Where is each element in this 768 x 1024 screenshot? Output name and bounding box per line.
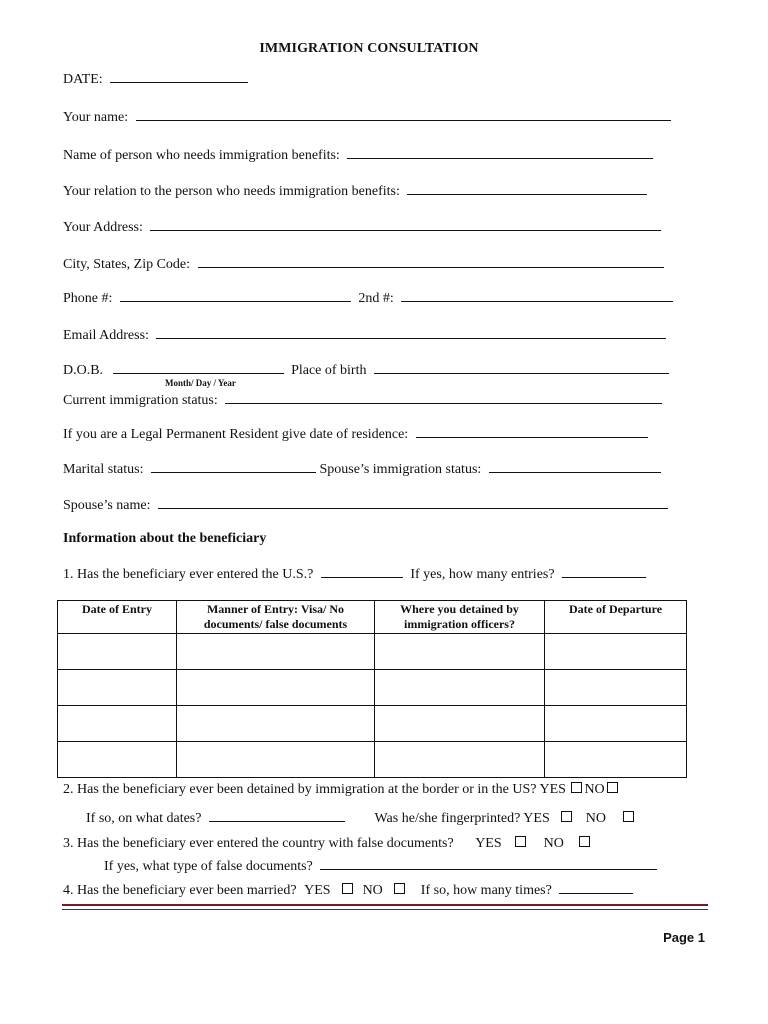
q2-dates-field[interactable] [209,809,345,822]
phone-field[interactable] [120,289,351,302]
spouse-status-label: Spouse’s immigration status: [319,462,482,477]
q3-type-label: If yes, what type of false documents? [104,859,313,874]
relation-row [63,182,647,200]
table-row [58,742,687,778]
beneficiary-name-label: Name of person who needs immigration benefits: [63,148,340,163]
your-name-field[interactable] [136,108,671,121]
spouse-name-row [63,496,668,514]
spouse-status-field[interactable] [489,460,661,473]
q4-no-checkbox[interactable] [394,883,405,894]
table-cell[interactable] [545,670,687,706]
q2-no-label: NO [584,782,605,797]
question-3 [63,836,592,852]
spouse-name-label: Spouse’s name: [63,498,151,513]
status-label: Current immigration status: [63,393,218,408]
q4-no-label: NO [362,883,383,898]
status-row [63,391,662,409]
q3-text: 3. Has the beneficiary ever entered the country with false documents? [63,836,454,851]
question-2 [63,782,620,798]
your-name-label: Your name: [63,110,129,125]
phone-row [63,289,673,307]
q1-text: 1. Has the beneficiary ever entered the U.S.? [63,567,314,582]
q2-fp-yes-checkbox[interactable] [561,811,572,822]
form-title: IMMIGRATION CONSULTATION [259,41,479,56]
q4-yes-checkbox[interactable] [342,883,353,894]
status-field[interactable] [225,391,662,404]
q4-text: 4. Has the beneficiary ever been married? [63,883,297,898]
footer-divider-thick [62,904,708,906]
table-cell[interactable] [545,742,687,778]
address-field[interactable] [150,218,661,231]
table-cell[interactable] [177,706,375,742]
question-4 [63,881,633,899]
beneficiary-name-field[interactable] [347,146,653,159]
table-cell[interactable] [375,670,545,706]
header-detained: Where you detained by immigration officers? [375,601,545,634]
table-row [58,706,687,742]
dob-field[interactable] [113,361,284,374]
pob-label: Place of birth [291,363,367,378]
marital-label: Marital status: [63,462,144,477]
relation-label: Your relation to the person who needs immigration benefits: [63,184,400,199]
q1-entries-field[interactable] [562,565,646,578]
table-cell[interactable] [375,634,545,670]
table-header-row [58,601,687,634]
email-label: Email Address: [63,328,149,343]
q2-fp-no-checkbox[interactable] [623,811,634,822]
section-title: Information about the beneficiary [63,531,267,546]
lpr-field[interactable] [416,425,648,438]
q3-yes-label: YES [475,836,502,851]
q2-fingerprint-label: Was he/she fingerprinted? [374,811,521,826]
spouse-name-field[interactable] [158,496,668,509]
footer-divider-thin [62,909,708,910]
table-cell[interactable] [375,742,545,778]
question-2-followup [86,809,636,827]
q3-no-checkbox[interactable] [579,836,590,847]
q2-dates-label: If so, on what dates? [86,811,202,826]
lpr-label: If you are a Legal Permanent Resident give date of residence: [63,427,409,442]
pob-field[interactable] [374,361,669,374]
table-cell[interactable] [58,706,177,742]
beneficiary-name-row [63,146,653,164]
table-cell[interactable] [545,634,687,670]
city-label: City, States, Zip Code: [63,257,191,272]
address-row [63,218,661,236]
table-cell[interactable] [58,634,177,670]
email-field[interactable] [156,326,666,339]
phone2-field[interactable] [401,289,673,302]
q2-yes-checkbox[interactable] [571,782,582,793]
relation-field[interactable] [407,182,647,195]
marital-field[interactable] [151,460,316,473]
phone-label: Phone #: [63,291,113,306]
table-row [58,670,687,706]
question-3-followup [104,857,657,875]
header-date-of-entry: Date of Entry [58,601,177,634]
header-date-of-departure: Date of Departure [545,601,687,634]
q1-entries-label: If yes, how many entries? [410,567,555,582]
q4-times-label: If so, how many times? [420,883,552,898]
table-cell[interactable] [58,670,177,706]
dob-row [63,361,669,379]
q3-yes-checkbox[interactable] [515,836,526,847]
address-label: Your Address: [63,220,143,235]
lpr-row [63,425,648,443]
q2-no-checkbox[interactable] [607,782,618,793]
question-1 [63,565,646,583]
entries-table [57,600,687,778]
q2-fp-no-label: NO [585,811,606,826]
phone2-label: 2nd #: [358,291,394,306]
table-row [58,634,687,670]
q2-fp-yes-label: YES [523,811,550,826]
header-manner-of-entry: Manner of Entry: Visa/ No documents/ false documents [177,601,375,634]
table-cell[interactable] [177,670,375,706]
q4-times-field[interactable] [559,881,633,894]
q3-no-label: NO [543,836,564,851]
marital-row [63,460,661,478]
email-row [63,326,666,344]
dob-hint: Month/ Day / Year [165,378,236,388]
date-label: DATE: [63,72,103,87]
date-row [63,70,248,88]
city-row [63,255,664,273]
page-number: Page 1 [663,930,705,945]
table-cell[interactable] [58,742,177,778]
table-cell[interactable] [545,706,687,742]
table-cell[interactable] [177,742,375,778]
table-cell[interactable] [177,634,375,670]
q2-text: 2. Has the beneficiary ever been detained by immigration at the border or in the US? YES [63,782,566,797]
q3-type-field[interactable] [320,857,657,870]
table-cell[interactable] [375,706,545,742]
dob-label: D.O.B. [63,363,104,378]
date-field[interactable] [110,70,248,83]
q1-entered-field[interactable] [321,565,403,578]
city-field[interactable] [198,255,664,268]
your-name-row [63,108,671,126]
q4-yes-label: YES [304,883,331,898]
